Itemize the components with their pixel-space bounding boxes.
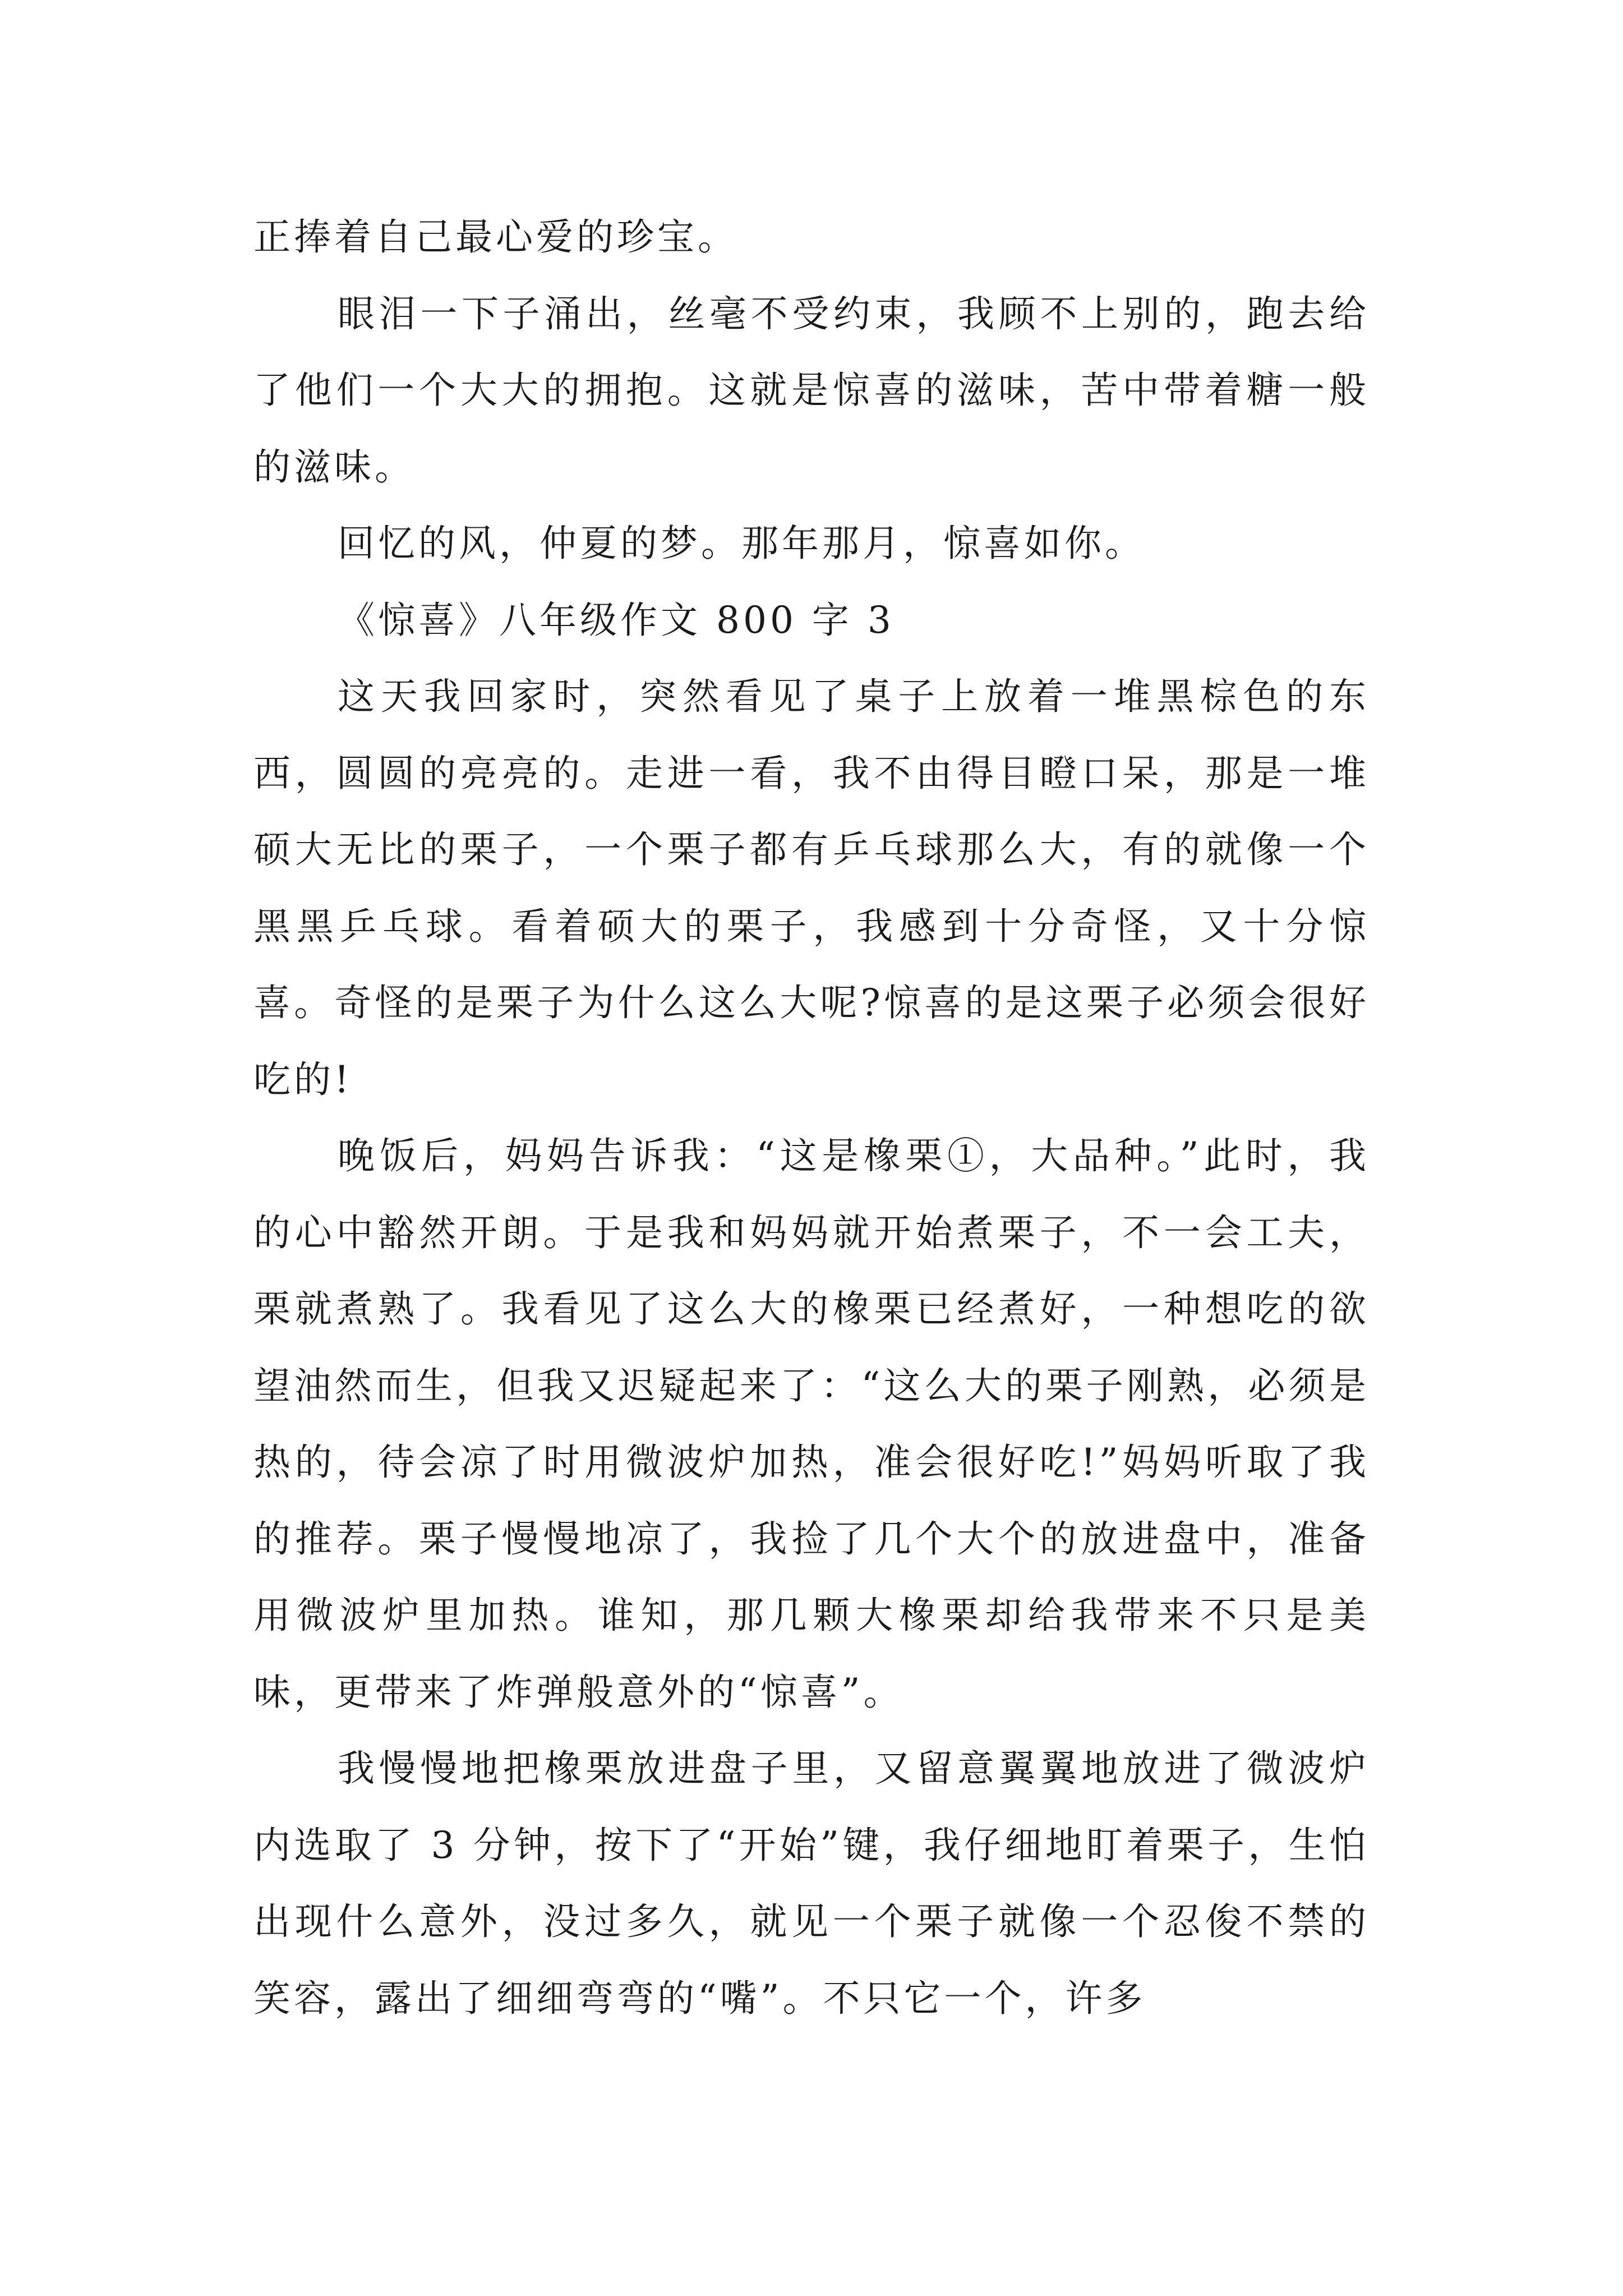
paragraph-5: 晚饭后，妈妈告诉我：“这是橡栗①，大品种。”此时，我的心中豁然开朗。于是我和妈妈就开始煮栗子，不一会工夫，栗就煮熟了。我看见了这么大的橡栗已经煮好，一种想吃的欲望油然而生，但我又迟疑起来了：“这么大的栗子刚熟，必须是热的，待会凉了时用微波炉加热，准会很好吃!”妈妈听取了我的推荐。栗子慢慢地凉了，我捡了几个大个的放进盘中，准备用微波炉里加热。谁知，那几颗大橡栗却给我带来不只是美味，更带来了炸弹般意外的“惊喜”。 bbox=[253, 1134, 1370, 1714]
section-heading: 《惊喜》八年级作文 800 字 3 bbox=[338, 598, 895, 642]
paragraph-2: 眼泪一下子涌出，丝毫不受约束，我顾不上别的，跑去给了他们一个大大的拥抱。这就是惊喜的滋味，苦中带着糖一般的滋味。 bbox=[253, 292, 1370, 489]
paragraph-6: 我慢慢地把橡栗放进盘子里，又留意翼翼地放进了微波炉内选取了 3 分钟，按下了“开始”键，我仔细地盯着栗子，生怕出现什么意外，没过多久，就见一个栗子就像一个忍俊不禁的笑容，露出了细细弯弯的“嘴”。不只它一个，许多 bbox=[253, 1747, 1370, 2020]
document-body bbox=[253, 199, 1370, 2037]
paragraph-4: 这天我回家时，突然看见了桌子上放着一堆黑棕色的东西，圆圆的亮亮的。走进一看，我不由得目瞪口呆，那是一堆硕大无比的栗子，一个栗子都有乒乓球那么大，有的就像一个黑黑乒乓球。看着硕大的栗子，我感到十分奇怪，又十分惊喜。奇怪的是栗子为什么这么大呢?惊喜的是这栗子必须会很好吃的! bbox=[253, 675, 1370, 1101]
paragraph-3: 回忆的风，仲夏的梦。那年那月，惊喜如你。 bbox=[338, 522, 1145, 565]
paragraph-1: 正捧着自己最心爱的珍宝。 bbox=[253, 215, 738, 259]
